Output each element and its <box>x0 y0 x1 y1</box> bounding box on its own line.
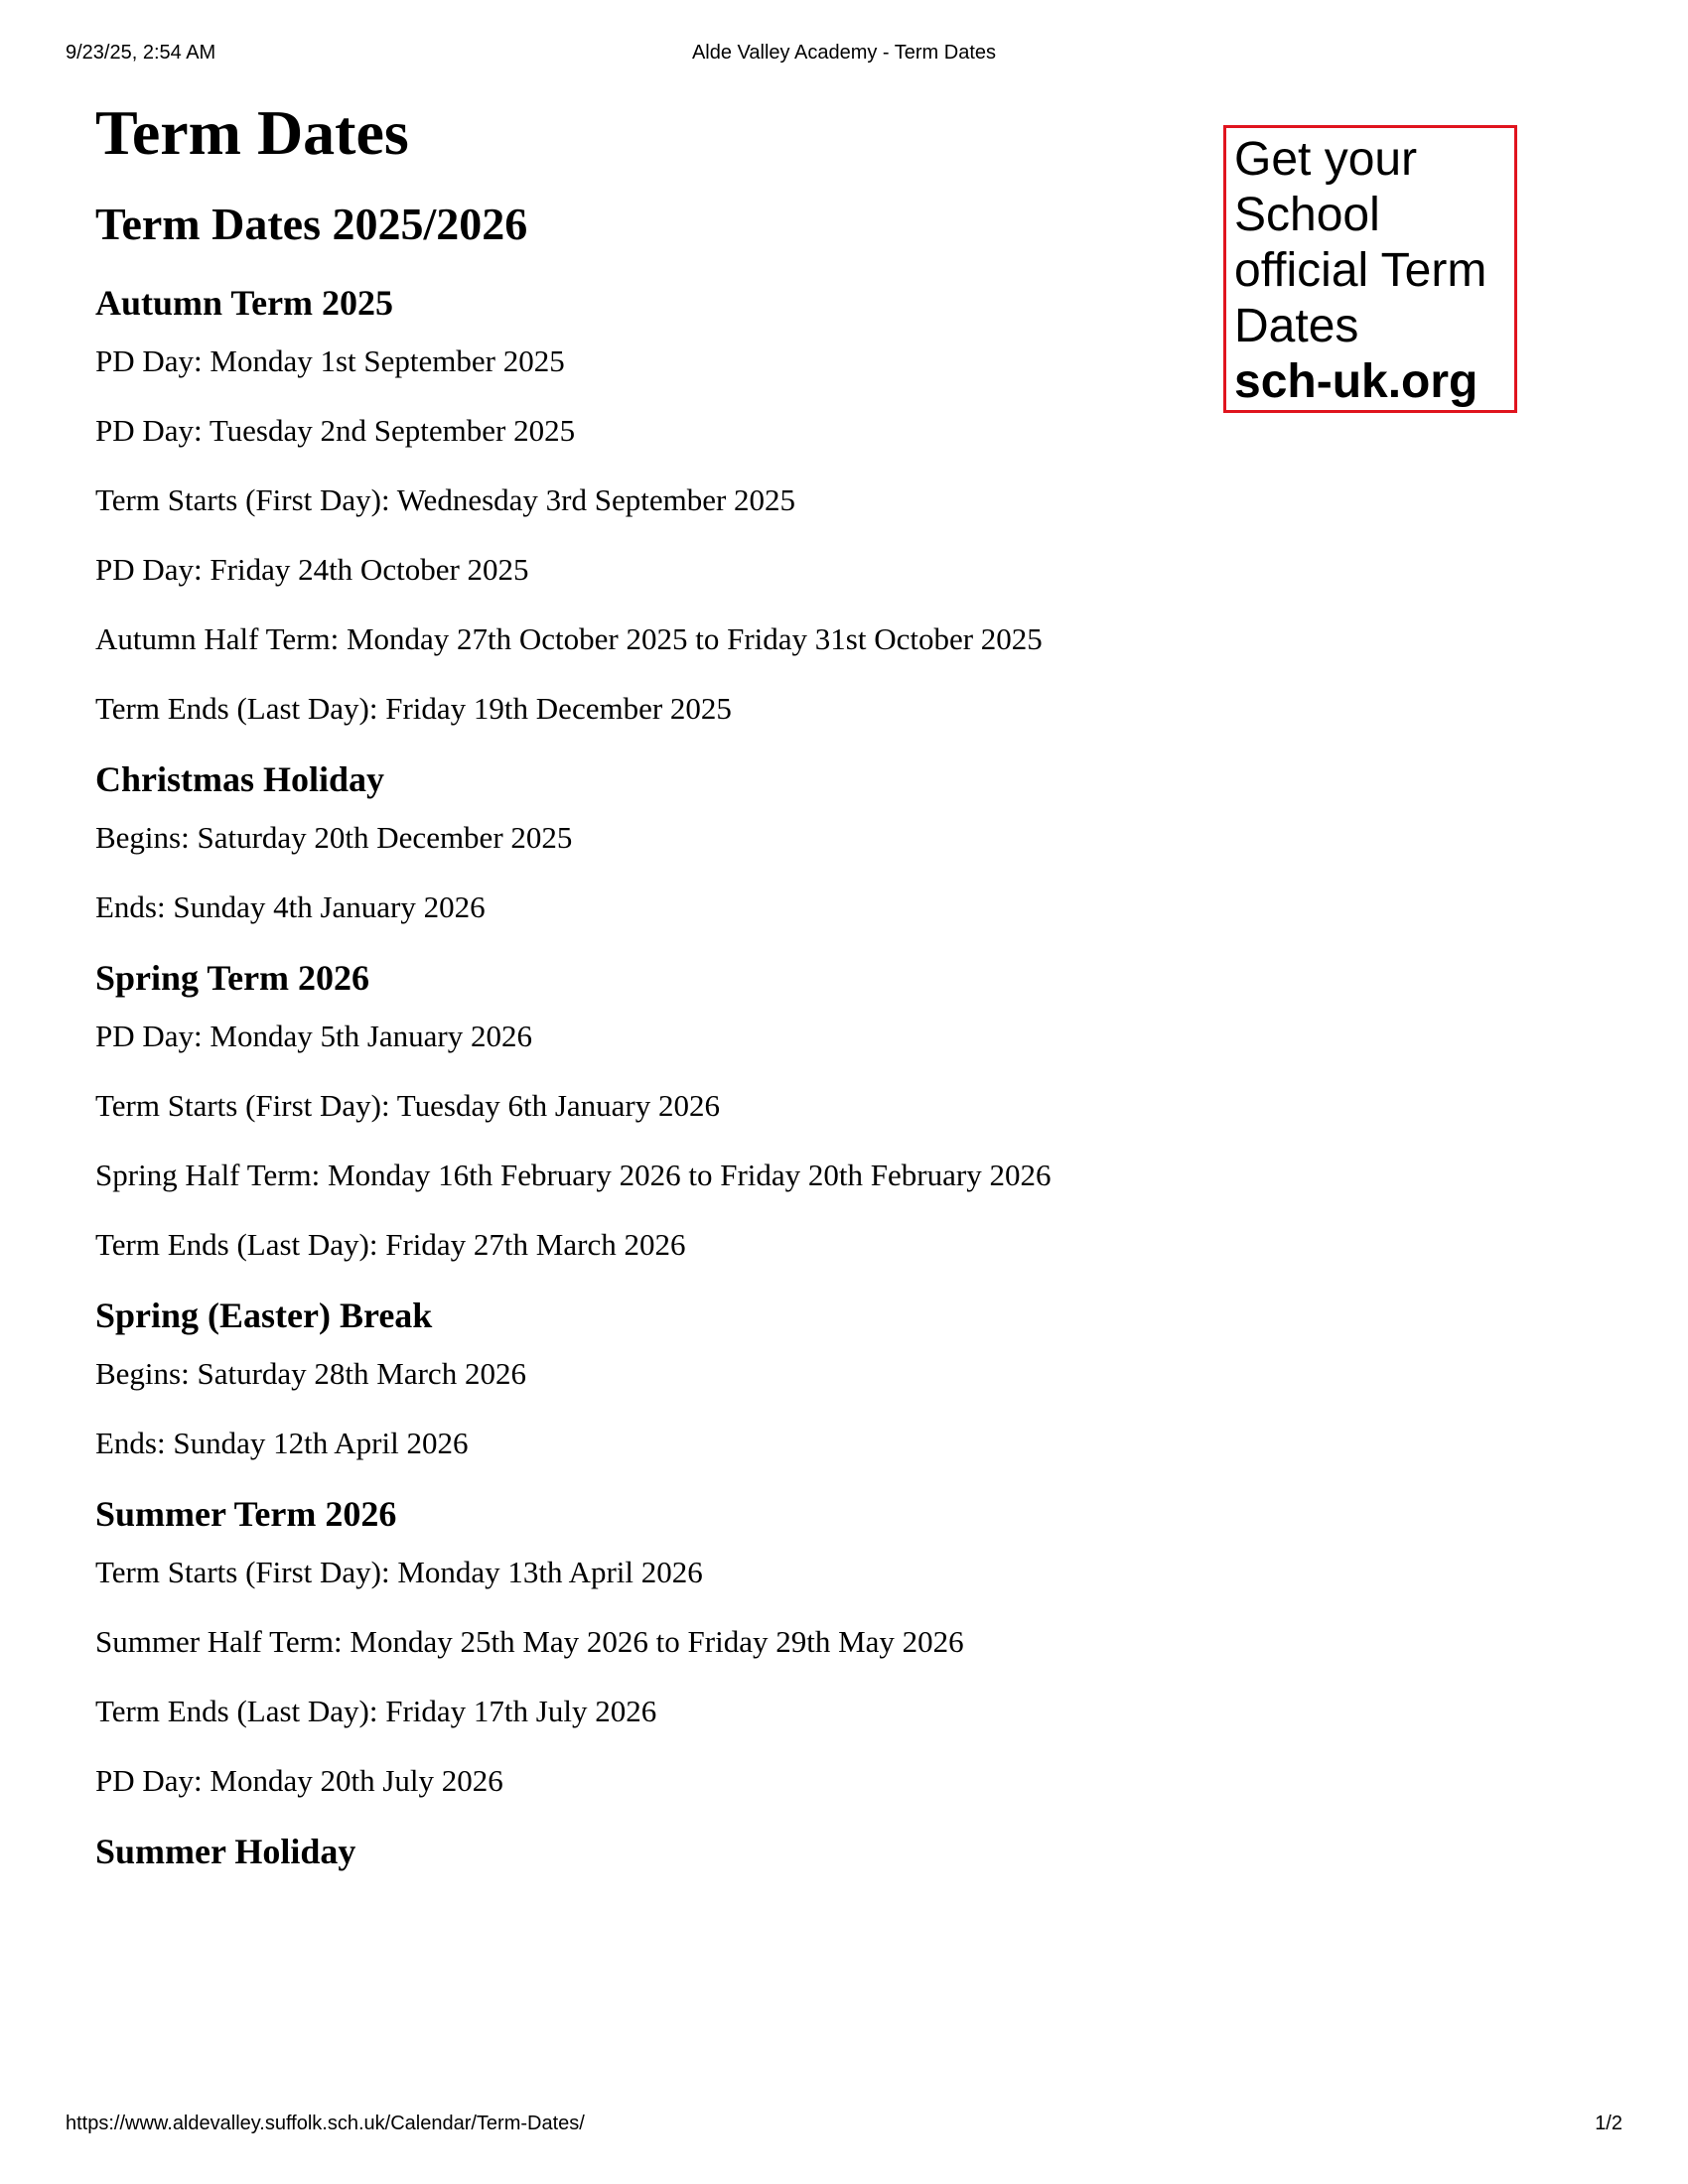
section-heading: Autumn Term 2025 <box>95 283 394 323</box>
section-heading: Spring (Easter) Break <box>95 1296 433 1335</box>
print-header <box>0 42 1688 69</box>
term-dates-ad-link[interactable] <box>1223 125 1517 413</box>
section-heading: Christmas Holiday <box>95 759 385 799</box>
term-date-entry: PD Day: Tuesday 2nd September 2025 <box>95 413 576 448</box>
term-date-entry: Term Starts (First Day): Monday 13th April 2026 <box>95 1555 703 1589</box>
print-page-number: 1/2 <box>1595 2113 1622 2134</box>
ad-site: sch-uk.org <box>1234 355 1478 408</box>
print-url: https://www.aldevalley.suffolk.sch.uk/Calendar/Term-Dates/ <box>66 2113 585 2134</box>
term-date-entry: PD Day: Monday 20th July 2026 <box>95 1763 503 1798</box>
term-date-entry: Autumn Half Term: Monday 27th October 2025 to Friday 31st October 2025 <box>95 621 1043 656</box>
section-heading: Summer Term 2026 <box>95 1494 397 1534</box>
term-date-entry: Term Starts (First Day): Tuesday 6th January 2026 <box>95 1088 720 1123</box>
year-title: Term Dates 2025/2026 <box>95 199 528 249</box>
term-date-entry: PD Day: Monday 1st September 2025 <box>95 343 565 378</box>
page-title: Term Dates <box>95 97 409 168</box>
term-date-entry: Spring Half Term: Monday 16th February 2026 to Friday 20th February 2026 <box>95 1158 1052 1192</box>
section-heading: Spring Term 2026 <box>95 958 370 998</box>
term-date-entry: PD Day: Friday 24th October 2025 <box>95 552 529 587</box>
section-heading: Summer Holiday <box>95 1832 356 1871</box>
term-date-entry: PD Day: Monday 5th January 2026 <box>95 1019 532 1053</box>
main-content <box>95 91 1188 1888</box>
term-date-entry: Ends: Sunday 4th January 2026 <box>95 889 486 924</box>
term-date-entry: Summer Half Term: Monday 25th May 2026 to Friday 29th May 2026 <box>95 1624 964 1659</box>
print-footer <box>0 2113 1688 2140</box>
print-datetime: 9/23/25, 2:54 AM <box>66 42 216 64</box>
print-page-title: Alde Valley Academy - Term Dates <box>691 42 997 64</box>
ad-text: Get your School official Term Dates <box>1234 133 1487 352</box>
term-date-entry: Begins: Saturday 28th March 2026 <box>95 1356 526 1391</box>
term-date-entry: Ends: Sunday 12th April 2026 <box>95 1426 469 1460</box>
term-date-entry: Term Starts (First Day): Wednesday 3rd September 2025 <box>95 482 796 517</box>
term-date-entry: Term Ends (Last Day): Friday 19th December 2025 <box>95 691 732 726</box>
term-date-entry: Term Ends (Last Day): Friday 17th July 2026 <box>95 1694 657 1728</box>
term-sections <box>95 280 1188 1874</box>
term-date-entry: Term Ends (Last Day): Friday 27th March 2026 <box>95 1227 686 1262</box>
term-date-entry: Begins: Saturday 20th December 2025 <box>95 820 573 855</box>
